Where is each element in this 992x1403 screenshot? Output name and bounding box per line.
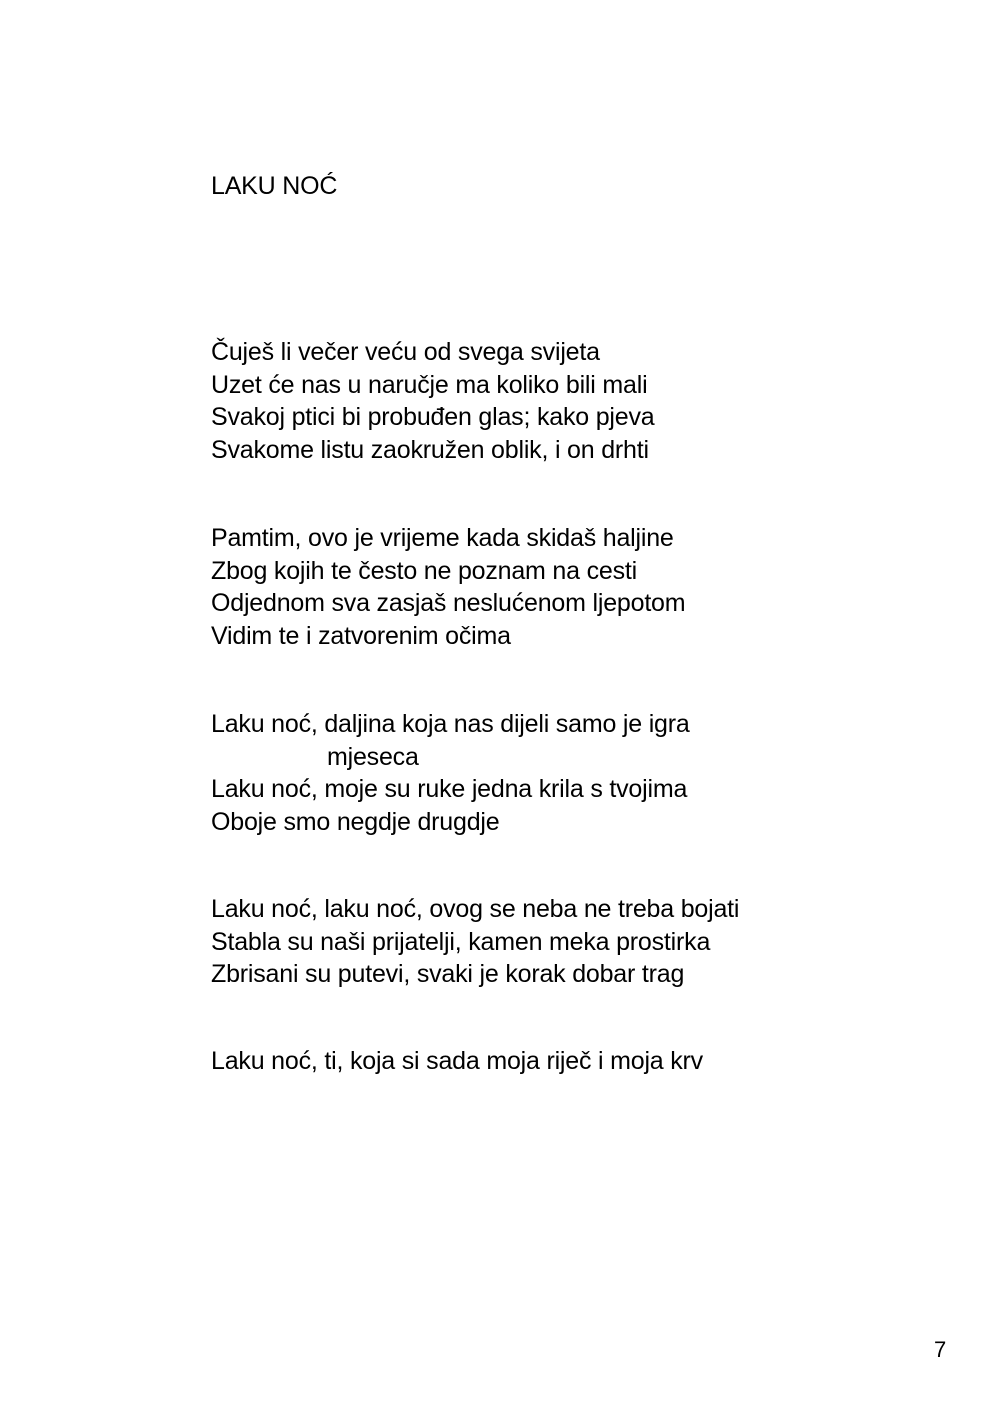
poem-line: Svakome listu zaokružen oblik, i on drhti — [211, 435, 649, 464]
stanza-3 — [211, 708, 911, 838]
poem-line: Vidim te i zatvorenim očima — [211, 621, 511, 650]
poem-line: Čuješ li večer veću od svega svijeta — [211, 338, 600, 366]
poem-line: Stabla su naši prijatelji, kamen meka prostirka — [211, 927, 711, 956]
poem-line-continuation: mjeseca — [327, 742, 419, 771]
poem-line: Pamtim, ovo je vrijeme kada skidaš haljine — [211, 524, 674, 552]
stanza-4 — [211, 893, 911, 991]
poem-line: Laku noć, ti, koja si sada moja riječ i moja krv — [211, 1047, 703, 1075]
stanza-2 — [211, 522, 911, 652]
poem-line: Zbog kojih te često ne poznam na cesti — [211, 556, 637, 585]
poem-line: Odjednom sva zasjaš neslućenom ljepotom — [211, 589, 686, 617]
poem-line: Laku noć, moje su ruke jedna krila s tvojima — [211, 775, 688, 803]
poem-line: Laku noć, laku noć, ovog se neba ne treba bojati — [211, 895, 740, 923]
stanza-1 — [211, 336, 911, 466]
poem-line: Zbrisani su putevi, svaki je korak dobar trag — [211, 960, 685, 988]
poem-line: Uzet će nas u naručje ma koliko bili mali — [211, 370, 648, 399]
poem-line: Laku noć, daljina koja nas dijeli samo je igra — [211, 710, 690, 738]
page-number: 7 — [934, 1337, 947, 1362]
poem-line: Oboje smo negdje drugdje — [211, 807, 500, 836]
stanza-5 — [211, 1045, 911, 1078]
poem-line: Svakoj ptici bi probuđen glas; kako pjeva — [211, 403, 655, 431]
poem-title: LAKU NOĆ — [211, 172, 338, 200]
